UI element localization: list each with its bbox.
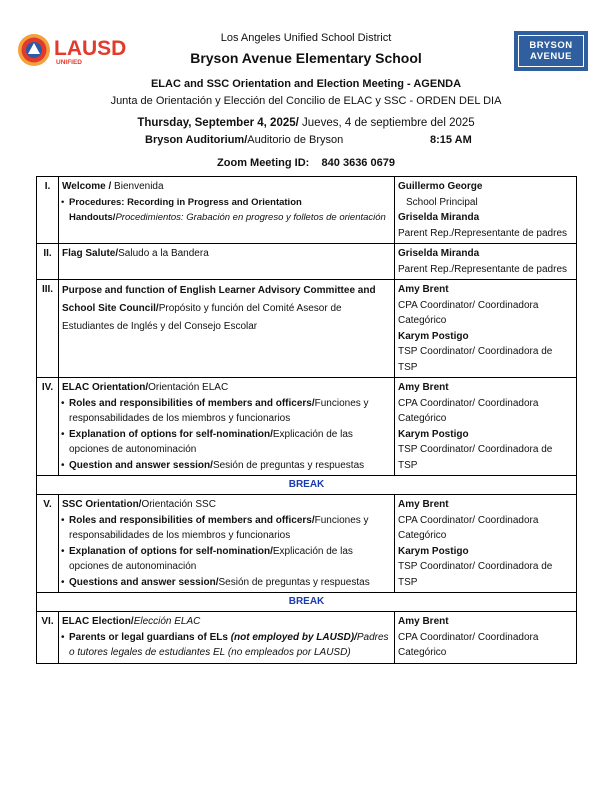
presenter-role: Parent Rep./Representante de padres xyxy=(398,263,567,275)
presenter-name: Karym Postigo xyxy=(398,330,469,342)
bullet-es: Funciones y responsabilidades de los miembros y funcionarios xyxy=(69,397,369,424)
topic-bullets xyxy=(62,630,391,661)
topic-es: Bienvenida xyxy=(111,181,164,192)
bullet-es: Explicación de las opciones de autonominación xyxy=(69,428,353,455)
presenter-role: TSP Coordinator/ Coordinadora de TSP xyxy=(398,346,553,373)
zoom-meeting xyxy=(0,157,612,169)
presenter-name: Amy Brent xyxy=(398,284,449,295)
presenter-role: CPA Coordinator/ Coordinadora Categórico xyxy=(398,514,539,541)
item-number: II. xyxy=(37,244,59,280)
presenter-name: Griselda Miranda xyxy=(398,248,480,259)
zoom-label: Zoom Meeting ID: xyxy=(217,157,310,169)
presenters xyxy=(395,612,577,664)
bullet-item xyxy=(69,195,391,226)
topic-bullets xyxy=(62,513,391,591)
item-number: III. xyxy=(37,280,59,378)
item-number: VI. xyxy=(37,612,59,664)
break-row xyxy=(37,593,577,612)
presenter-name: Griselda Miranda xyxy=(398,212,480,223)
topic-en: ELAC Orientation/ xyxy=(62,382,149,393)
date-es: Jueves, 4 de septiembre del 2025 xyxy=(298,117,475,129)
topic-en: Purpose and function of English Learner Advisory Committee and School Site Council/ xyxy=(62,285,376,314)
bullet-en: Parents or legal guardians of ELs xyxy=(69,631,231,643)
school-name: Bryson Avenue Elementary School xyxy=(190,50,422,66)
date-en: Thursday, September 4, 2025/ xyxy=(137,117,299,129)
agenda-row xyxy=(37,495,577,593)
presenters xyxy=(395,177,577,244)
bullet-item xyxy=(69,630,391,661)
topic-en: ELAC Election/ xyxy=(62,616,134,627)
bullet-en: Explanation of options for self-nomination/ xyxy=(69,545,273,557)
meeting-date xyxy=(0,117,612,129)
item-number: I. xyxy=(37,177,59,244)
agenda-row xyxy=(37,280,577,378)
bullet-en: Explanation of options for self-nomination/ xyxy=(69,428,273,440)
presenter-role: CPA Coordinator/ Coordinadora Categórico xyxy=(398,631,539,658)
topic-en: Flag Salute/ xyxy=(62,248,119,259)
agenda-row xyxy=(37,612,577,664)
lausd-logo-text: LAUSD xyxy=(54,37,127,60)
bullet-en: Roles and responsibilities of members and officers/ xyxy=(69,397,315,409)
bullet-en: Question and answer session/ xyxy=(69,459,213,471)
bullet-item xyxy=(69,513,391,544)
topic-bullets xyxy=(62,396,391,474)
bullet-es: Funciones y responsabilidades de los miembros y funcionarios xyxy=(69,514,369,541)
topic-bullets xyxy=(62,195,391,226)
topic-en: Welcome / xyxy=(62,181,112,192)
agenda-row xyxy=(37,177,577,244)
bullet-item xyxy=(69,427,391,458)
meeting-place xyxy=(145,134,545,146)
bullet-item xyxy=(69,544,391,575)
presenter-name: Amy Brent xyxy=(398,499,449,510)
break-row xyxy=(37,476,577,495)
zoom-id: 840 3636 0679 xyxy=(321,157,395,169)
agenda-row xyxy=(37,244,577,280)
agenda-title-es: Junta de Orientación y Elección del Concilio de ELAC y SSC - ORDEN DEL DIA xyxy=(110,95,502,107)
item-topic xyxy=(59,612,395,664)
agenda-title-en: ELAC and SSC Orientation and Election Meeting - AGENDA xyxy=(150,78,462,90)
item-topic xyxy=(59,244,395,280)
presenter-name: Amy Brent xyxy=(398,382,449,393)
bullet-item xyxy=(69,396,391,427)
district-name: Los Angeles Unified School District xyxy=(220,32,392,44)
presenter-name: Karym Postigo xyxy=(398,545,469,557)
bullet-item xyxy=(69,575,391,591)
presenter-role: Parent Rep./Representante de padres xyxy=(398,227,567,239)
agenda-table xyxy=(36,176,577,664)
bullet-es: Sesión de preguntas y respuestas xyxy=(212,459,365,471)
presenter-role: School Principal xyxy=(406,196,478,208)
presenter-role: CPA Coordinator/ Coordinadora Categórico xyxy=(398,299,539,326)
bullet-item xyxy=(69,458,391,474)
break-label: BREAK xyxy=(37,593,577,612)
bullet-en: Roles and responsibilities of members and officers/ xyxy=(69,514,315,526)
item-topic xyxy=(59,378,395,476)
presenters xyxy=(395,244,577,280)
bryson-logo-line2: AVENUE xyxy=(530,51,572,62)
item-number: IV. xyxy=(37,378,59,476)
presenters xyxy=(395,495,577,593)
presenter-role: TSP Coordinator/ Coordinadora de TSP xyxy=(398,444,553,471)
bullet-es: Padres o tutores legales de estudiantes EL (no empleados por LAUSD) xyxy=(69,631,389,658)
presenter-role: TSP Coordinator/ Coordinadora de TSP xyxy=(398,561,553,588)
presenter-name: Guillermo George xyxy=(398,181,483,192)
bullet-es: Explicación de las opciones de autonominación xyxy=(69,545,353,572)
item-topic xyxy=(59,177,395,244)
presenters xyxy=(395,378,577,476)
topic-es: Orientación SSC xyxy=(141,499,216,510)
bullet-en: Procedures: Recording in Progress and Orientation Handouts/ xyxy=(69,196,302,223)
meeting-time: 8:15 AM xyxy=(430,134,472,146)
topic-es: Propósito y función del Comité Asesor de Estudiantes de Inglés y del Consejo Escolar xyxy=(62,303,342,332)
place-en: Bryson Auditorium/ xyxy=(145,134,248,146)
agenda-row xyxy=(37,378,577,476)
presenter-name: Karym Postigo xyxy=(398,428,469,440)
presenter-role: CPA Coordinator/ Coordinadora Categórico xyxy=(398,397,539,424)
lausd-logo-sub: UNIFIED xyxy=(56,59,82,66)
topic-es: Saludo a la Bandera xyxy=(118,248,209,259)
topic-es: Elección ELAC xyxy=(133,616,201,627)
presenter-name: Amy Brent xyxy=(398,616,449,627)
item-topic xyxy=(59,280,395,378)
topic-en: SSC Orientation/ xyxy=(62,499,142,510)
item-number: V. xyxy=(37,495,59,593)
bullet-en: Questions and answer session/ xyxy=(69,576,219,588)
bullet-es: Procedimientos: Grabación en progreso y folletos de orientación xyxy=(115,212,386,223)
bullet-em: (not employed by LAUSD)/ xyxy=(230,631,357,643)
presenters xyxy=(395,280,577,378)
topic-es: Orientación ELAC xyxy=(148,382,229,393)
bullet-es: Sesión de preguntas y respuestas xyxy=(218,576,370,588)
break-label: BREAK xyxy=(37,476,577,495)
bryson-logo-line1: BRYSON xyxy=(529,40,573,51)
place-es: Auditorio de Bryson xyxy=(247,134,344,146)
item-topic xyxy=(59,495,395,593)
